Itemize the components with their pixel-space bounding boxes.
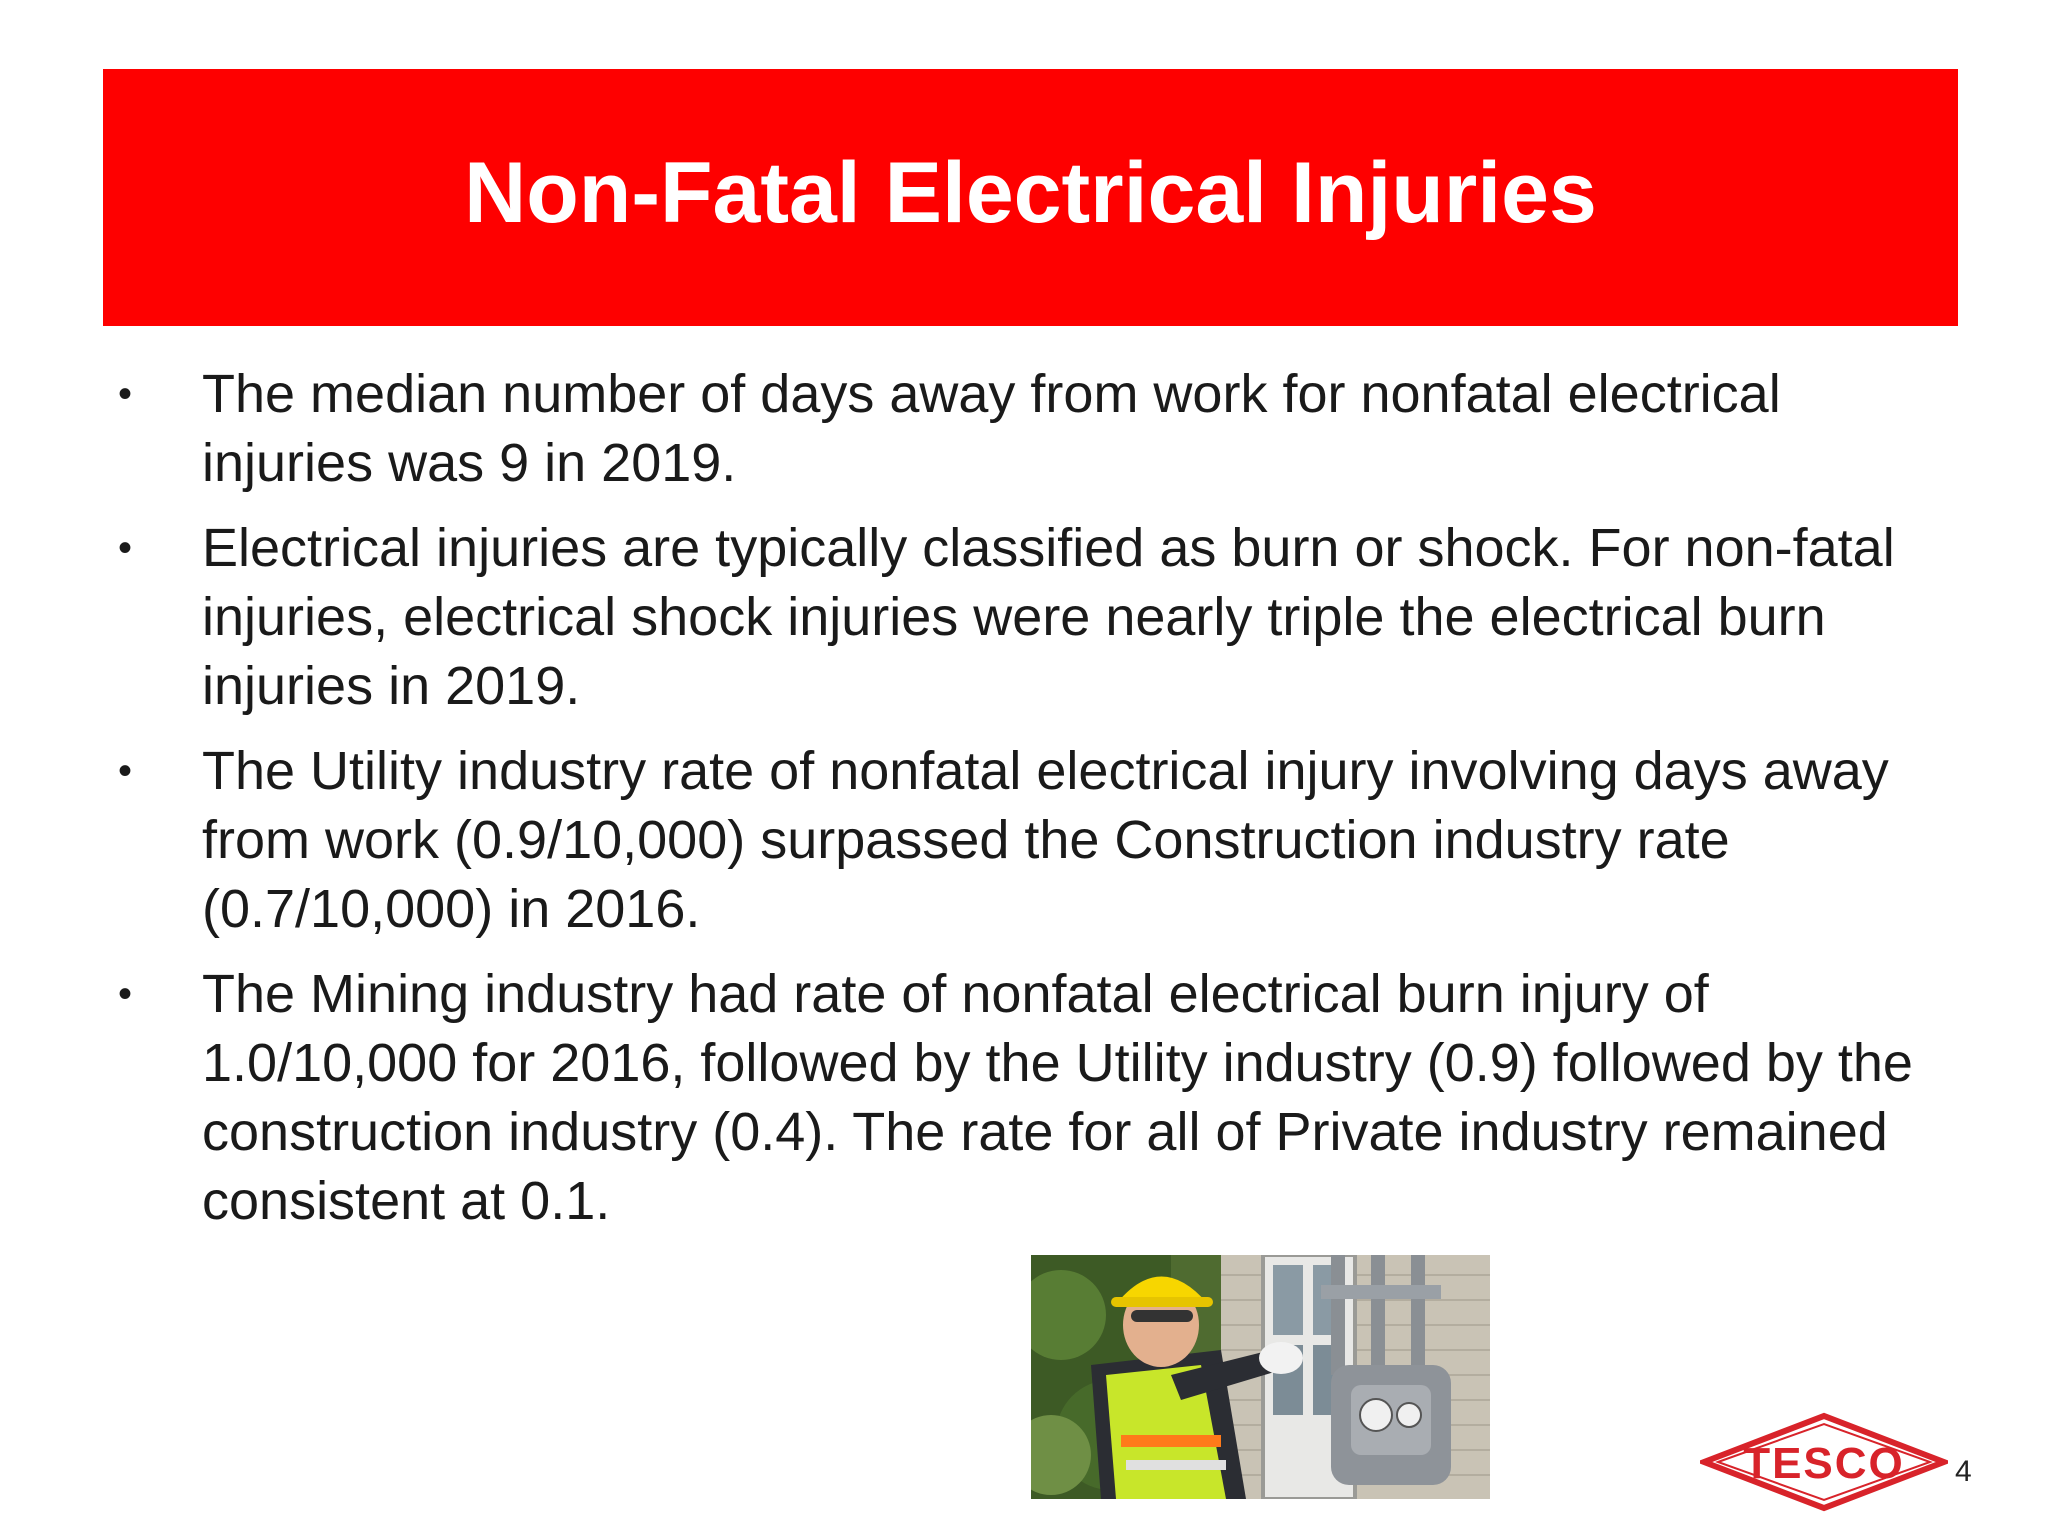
bullet-symbol: • <box>118 749 133 793</box>
bullet-symbol: • <box>118 526 133 570</box>
bullet-text: The Mining industry had rate of nonfatal electrical burn injury of 1.0/10,000 for 2016, followed by the Utility industry (0.9) followed by the construction industry (0.4). The rate for all of Private industry remained consistent at 0.1. <box>202 964 1913 1231</box>
photo-illustration <box>1031 1255 1490 1499</box>
bullet-text: The median number of days away from work for nonfatal electrical injuries was 9 in 2019. <box>202 364 1781 493</box>
bullet-item <box>118 514 1948 721</box>
page-number: 4 <box>1955 1455 1972 1488</box>
bullet-text: Electrical injuries are typically classified as burn or shock. For non-fatal injuries, electrical shock injuries were nearly triple the electrical burn injuries in 2019. <box>202 518 1895 716</box>
slide-title: Non-Fatal Electrical Injuries <box>464 145 1597 241</box>
bullet-item <box>118 960 1948 1236</box>
worker-meter-photo <box>1031 1255 1490 1499</box>
bullet-item <box>118 360 1948 498</box>
bullet-text: The Utility industry rate of nonfatal electrical injury involving days away from work (0.9/10,000) surpassed the Construction industry rate (0.7/10,000) in 2016. <box>202 741 1889 939</box>
svg-text:TESCO: TESCO <box>1743 1439 1905 1488</box>
bullet-symbol: • <box>118 972 133 1016</box>
bullet-symbol: • <box>118 372 133 416</box>
bullet-list <box>118 360 1948 1252</box>
title-bar <box>103 69 1958 326</box>
tesco-logo <box>1700 1412 1948 1512</box>
bullet-item <box>118 737 1948 944</box>
